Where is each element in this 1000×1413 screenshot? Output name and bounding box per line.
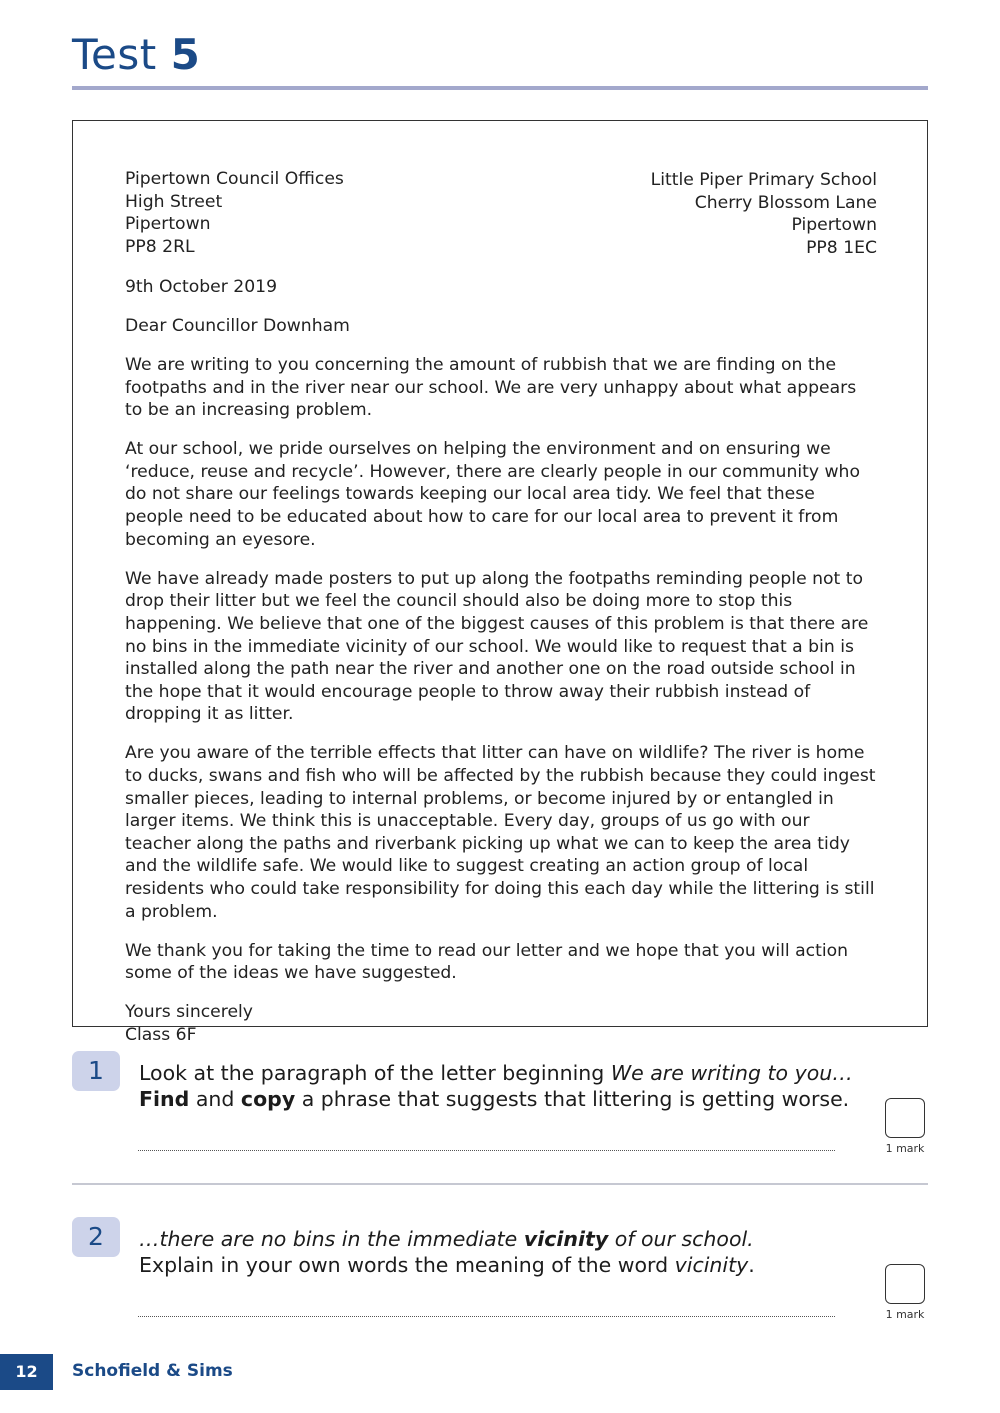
- mark-box[interactable]: [885, 1264, 925, 1304]
- question-number-badge: 1: [72, 1051, 120, 1091]
- question-line: Find and copy a phrase that suggests that littering is getting worse.: [139, 1087, 850, 1111]
- letter-paragraph: Are you aware of the terrible effects that litter can have on wildlife? The river is home to ducks, swans and fish who will be affected by the rubbish because they could ingest smaller pieces, leading to internal problems, or become injured by or entangled in larger items. We think this is unacceptable. Every day, groups of us go with our teacher along the paths and riverbank picking up what we can to keep the area tidy and the wildlife safe. We would like to suggest creating an action group of local residents who could take responsibility for doing this each day while the littering is still a problem.: [125, 743, 876, 922]
- answer-line[interactable]: [138, 1316, 835, 1317]
- letter-closing: [125, 1001, 877, 1046]
- question-divider: [72, 1183, 928, 1185]
- address-line: PP8 2RL: [125, 236, 195, 257]
- address-line: PP8 1EC: [806, 237, 877, 258]
- test-number: 5: [170, 30, 201, 79]
- sender-address: [125, 168, 344, 258]
- mark-box[interactable]: [885, 1098, 925, 1138]
- question-line: Explain in your own words the meaning of the word vicinity.: [139, 1253, 755, 1277]
- signature: Class 6F: [125, 1024, 197, 1045]
- question-line: …there are no bins in the immediate vicinity of our school.: [139, 1227, 754, 1251]
- mark-label: 1 mark: [885, 1142, 925, 1155]
- page-title: Test 5: [72, 30, 201, 79]
- question-1-text: [139, 1060, 869, 1112]
- letter-paragraph: We thank you for taking the time to read our letter and we hope that you will action some of the ideas we have suggested.: [125, 940, 849, 984]
- letter-paragraph: We have already made posters to put up along the footpaths reminding people not to drop their litter but we feel the council should also be doing more to stop this happening. We believe that one of the biggest causes of this problem is that there are no bins in the immediate vicinity of our school. We would like to request that a bin is installed along the path near the river and another one on the road outside school in the hope that it would encourage people to throw away their rubbish instead of dropping it as litter.: [125, 568, 869, 725]
- title-divider: [72, 86, 928, 90]
- address-line: Pipertown Council Offices: [125, 169, 344, 189]
- answer-line[interactable]: [138, 1150, 835, 1151]
- address-line: Cherry Blossom Lane: [694, 192, 877, 213]
- address-line: Pipertown: [125, 214, 211, 235]
- question-line: Look at the paragraph of the letter beginning We are writing to you…: [139, 1061, 853, 1085]
- publisher-name: Schofield & Sims: [72, 1361, 233, 1381]
- address-line: Little Piper Primary School: [650, 170, 877, 190]
- page-number: 12: [0, 1354, 53, 1390]
- address-line: Pipertown: [791, 215, 877, 236]
- letter-paragraph: We are writing to you concerning the amount of rubbish that we are finding on the footpaths and in the river near our school. We are very unhappy about what appears to be an increasing problem.: [125, 355, 857, 421]
- letter-body: [125, 354, 877, 1047]
- sign-off: Yours sincerely: [125, 1002, 253, 1023]
- recipient-address: [651, 169, 877, 259]
- letter-box: [72, 120, 928, 1045]
- letter-paragraph: At our school, we pride ourselves on helping the environment and on ensuring we ‘reduce, reuse and recycle’. However, there are clearly people in our community who do not share our feelings towards keeping our local area tidy. We feel that these people need to be educated about how to care for our local area to prevent it from becoming an eyesore.: [125, 439, 860, 550]
- mark-label: 1 mark: [885, 1308, 925, 1321]
- question-2-text: [139, 1226, 869, 1278]
- address-line: High Street: [125, 191, 223, 212]
- letter-date: 9th October 2019: [125, 277, 278, 297]
- salutation: Dear Councillor Downham: [125, 316, 350, 336]
- question-number-badge: 2: [72, 1217, 120, 1257]
